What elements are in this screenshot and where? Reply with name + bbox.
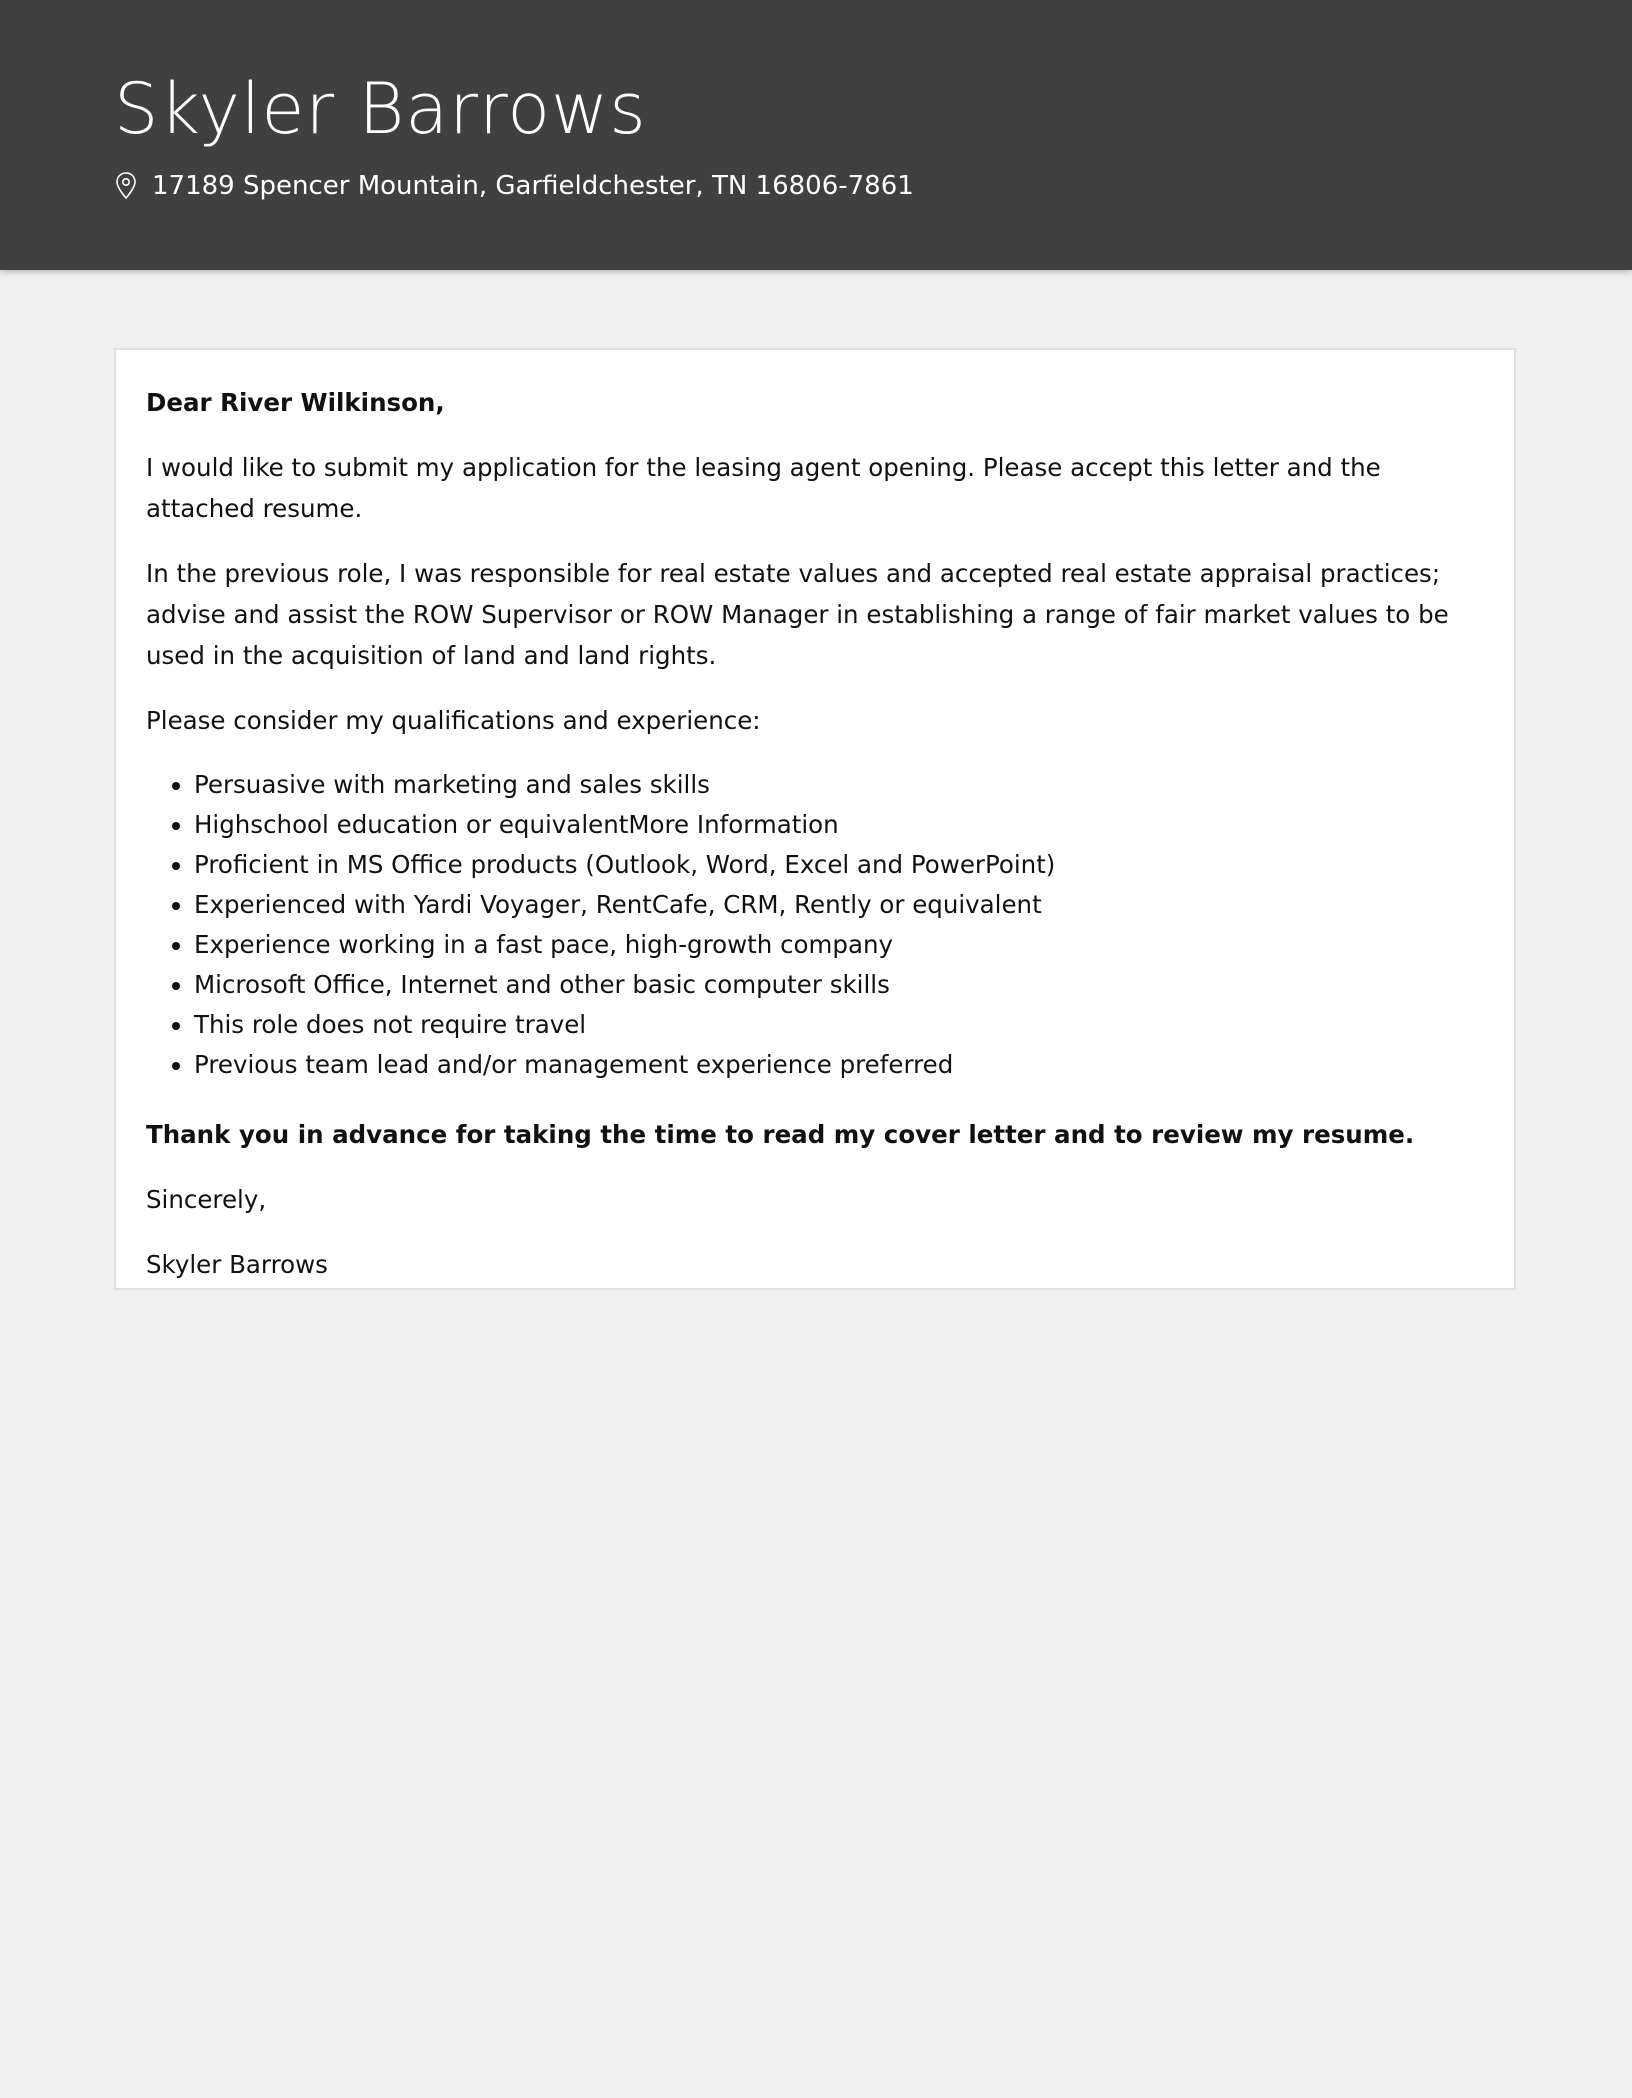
qualifications-list: [146, 765, 1486, 1085]
header-banner: [0, 0, 1632, 270]
qualifications-intro: Please consider my qualifications and experience:: [146, 706, 761, 735]
signature: Skyler Barrows: [146, 1250, 328, 1279]
list-item: • Experienced with Yardi Voyager, RentCafe, CRM, Rently or equivalent: [194, 885, 1486, 925]
experience-paragraph: In the previous role, I was responsible for real estate values and accepted real estate appraisal practices; advise and assist the ROW Supervisor or ROW Manager in establishing a range of fair market values to be used in the acquisition of land and land rights.: [146, 559, 1449, 670]
address-row: [114, 166, 914, 206]
list-item: • This role does not require travel: [194, 1005, 1486, 1045]
map-pin-icon: [114, 171, 138, 201]
closing: Sincerely,: [146, 1185, 267, 1214]
intro-paragraph: I would like to submit my application for the leasing agent opening. Please accept this letter and the attached resume.: [146, 453, 1381, 523]
cover-letter: [114, 348, 1516, 1290]
list-item: • Highschool education or equivalentMore Information: [194, 805, 1486, 845]
thanks-paragraph: Thank you in advance for taking the time to read my cover letter and to review my resume.: [146, 1120, 1415, 1149]
list-item: • Previous team lead and/or management experience preferred: [194, 1045, 1486, 1085]
list-item: • Proficient in MS Office products (Outlook, Word, Excel and PowerPoint): [194, 845, 1486, 885]
address-text: 17189 Spencer Mountain, Garfieldchester, TN 16806-7861: [152, 171, 914, 201]
applicant-name: Skyler Barrows: [114, 68, 647, 150]
greeting: Dear River Wilkinson,: [146, 388, 445, 417]
list-item: • Persuasive with marketing and sales skills: [194, 765, 1486, 805]
list-item: • Microsoft Office, Internet and other basic computer skills: [194, 965, 1486, 1005]
list-item: • Experience working in a fast pace, high-growth company: [194, 925, 1486, 965]
